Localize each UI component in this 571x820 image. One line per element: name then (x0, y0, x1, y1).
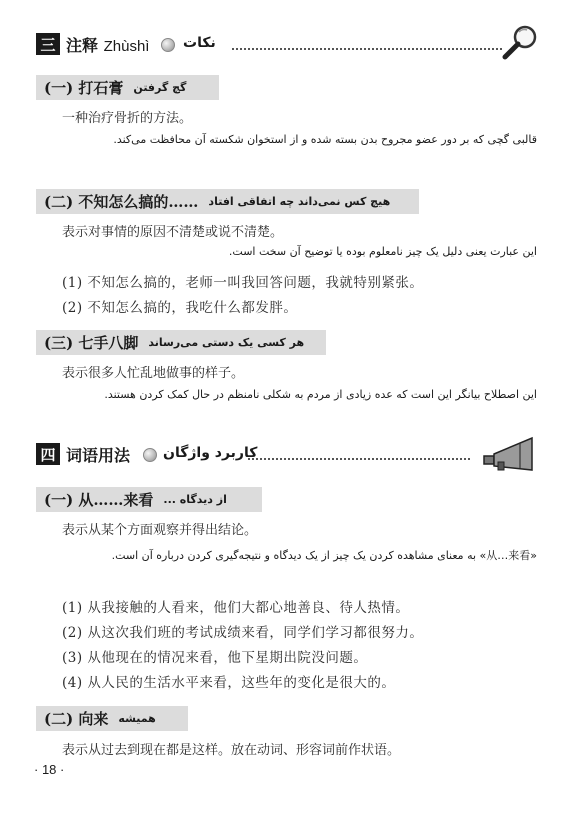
dotted-divider (232, 48, 502, 50)
note-heading-fa: گچ گرفتن (133, 81, 187, 94)
note-heading-zh: (三) 七手八脚 (44, 334, 139, 352)
example-sentence: (2) 不知怎么搞的，我吃什么都发胖。 (62, 300, 298, 316)
note-body-fa: این عبارت یعنی دلیل یک چیز نامعلوم بوده یا توضیح آن سخت است. (228, 245, 537, 258)
bullet-circle-icon (161, 38, 175, 52)
note-heading-zh: (二) 不知怎么搞的…… (44, 193, 199, 211)
usage-body-fa: «从…来看» به معنای مشاهده کردن یک چیز از یک دیدگاه و نتیجه‌گیری کردن درباره آن است. (111, 549, 537, 562)
note-heading-zh: (一) 打石膏 (44, 79, 124, 97)
usage-heading-1 (36, 487, 262, 512)
note-body-zh: 表示对事情的原因不清楚或说不清楚。 (62, 225, 284, 240)
usage-heading-fa: همیشه (118, 712, 156, 725)
dotted-divider (248, 458, 470, 460)
section-title-fa: نکات (183, 35, 216, 51)
note-heading-1 (36, 75, 219, 100)
note-body-zh: 表示很多人忙乱地做事的样子。 (62, 366, 245, 381)
note-body-fa: این اصطلاح بیانگر این است که عده زیادی از مردم به شکلی نامنظم در حال کمک کردن هستند. (104, 388, 537, 401)
section-title (66, 443, 130, 466)
section-number-badge: 四 (36, 443, 60, 465)
note-heading-fa: هیچ کس نمی‌داند چه اتفاقی افتاد (208, 195, 391, 208)
section-title-pinyin: Zhùshì (103, 38, 150, 55)
usage-heading-zh: (二) 向来 (44, 710, 109, 728)
section-title-zh: 词语用法 (66, 446, 131, 465)
page-number: · 18 · (34, 762, 65, 777)
megaphone-icon (480, 432, 538, 472)
note-heading-2 (36, 189, 419, 214)
note-body-fa: قالبی گچی که بر دور عضو مجروح بدن بسته شده و از استخوان شکسته آن محافظت می‌کند. (113, 133, 537, 146)
example-sentence: (4) 从人民的生活水平来看，这些年的变化是很大的。 (62, 675, 396, 691)
magnifier-icon (498, 22, 540, 62)
note-heading-fa: هر کسی یک دستی می‌رساند (148, 336, 305, 349)
bullet-circle-icon (143, 448, 157, 462)
usage-body-zh: 表示从过去到现在都是这样。放在动词、形容词前作状语。 (62, 743, 401, 758)
example-sentence: (3) 从他现在的情况来看，他下星期出院没问题。 (62, 650, 368, 666)
section-number-badge: 三 (36, 33, 60, 55)
section-title-zh: 注释 (66, 36, 99, 55)
example-sentence: (1) 不知怎么搞的，老师一叫我回答问题，我就特别紧张。 (62, 275, 424, 291)
usage-heading-2 (36, 706, 188, 731)
usage-heading-fa: از دیدگاه ... (163, 493, 227, 506)
usage-heading-zh: (一) 从……来看 (44, 491, 154, 509)
note-heading-3 (36, 330, 326, 355)
example-sentence: (1) 从我接触的人看来，他们大都心地善良、待人热情。 (62, 600, 410, 616)
usage-body-zh: 表示从某个方面观察并得出结论。 (62, 523, 258, 538)
section-title (66, 33, 149, 56)
note-body-zh: 一种治疗骨折的方法。 (62, 111, 193, 126)
section-title-fa: کاربرد واژگان (163, 445, 258, 461)
example-sentence: (2) 从这次我们班的考试成绩来看，同学们学习都很努力。 (62, 625, 424, 641)
